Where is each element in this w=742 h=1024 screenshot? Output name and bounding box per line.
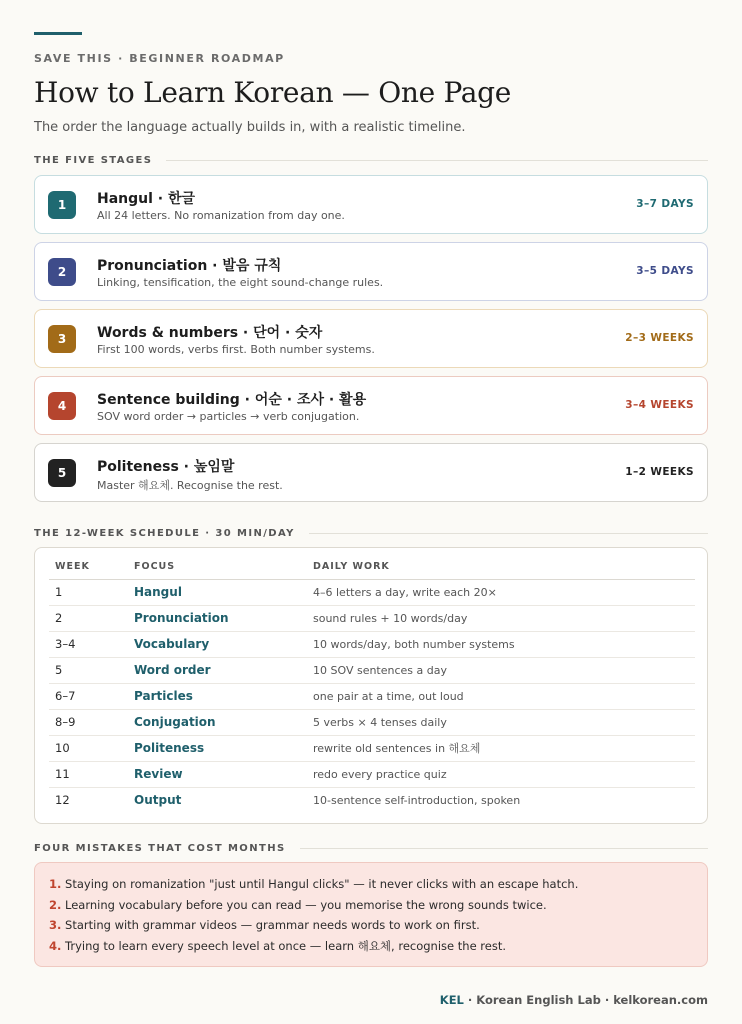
mistake-text: Learning vocabulary before you can read — you memorise the wrong sounds twice. bbox=[65, 897, 547, 912]
roadmap-page bbox=[34, 0, 708, 1024]
week-cell: 12 bbox=[55, 793, 70, 808]
mistake-text: Starting with grammar videos — grammar needs words to work on first. bbox=[65, 918, 480, 932]
mistakes-section-label bbox=[34, 841, 708, 855]
stage-number-badge: 5 bbox=[48, 459, 76, 487]
daily-work-cell: 4–6 letters a day, write each 20× bbox=[307, 579, 695, 605]
list-item bbox=[49, 876, 693, 897]
stage-card bbox=[34, 309, 708, 368]
mistake-number: 3. bbox=[49, 918, 62, 932]
stage-card bbox=[34, 175, 708, 234]
footer bbox=[440, 993, 708, 1007]
list-item bbox=[49, 917, 693, 938]
week-cell: 11 bbox=[49, 761, 128, 787]
stage-card bbox=[34, 376, 708, 435]
stage-name: Sentence building · 어순 · 조사 · 활용 bbox=[97, 392, 367, 408]
stage-description: SOV word order → particles → verb conjugation. bbox=[97, 410, 360, 423]
table-row bbox=[49, 579, 695, 605]
accent-rule bbox=[34, 32, 82, 35]
stages-list bbox=[34, 175, 708, 510]
focus-cell: Hangul bbox=[128, 579, 307, 605]
divider bbox=[309, 533, 708, 534]
week-cell: 5 bbox=[49, 657, 128, 683]
week-cell: 8–9 bbox=[49, 709, 128, 735]
daily-work-cell: 10 SOV sentences a day bbox=[307, 657, 695, 683]
focus-cell: Output bbox=[134, 793, 182, 808]
column-header-focus: FOCUS bbox=[128, 555, 307, 579]
footer-brand: KEL bbox=[439, 993, 464, 1007]
column-header-week: WEEK bbox=[49, 555, 128, 579]
stage-description: Linking, tensification, the eight sound-change rules. bbox=[97, 276, 384, 289]
focus-cell: Particles bbox=[128, 683, 307, 709]
stage-description: All 24 letters. No romanization from day one. bbox=[97, 209, 345, 222]
daily-work-cell: redo every practice quiz bbox=[307, 761, 695, 787]
week-cell: 3–4 bbox=[49, 631, 128, 657]
page-subtitle: The order the language actually builds in, with a realistic timeline. bbox=[34, 120, 466, 135]
page-title: How to Learn Korean — One Page bbox=[34, 76, 512, 109]
week-cell: 10 bbox=[49, 735, 128, 761]
focus-cell: Politeness bbox=[128, 735, 307, 761]
stage-number-badge: 2 bbox=[48, 258, 76, 286]
stage-duration: 3–4 WEEKS bbox=[625, 399, 694, 411]
table-header-row bbox=[49, 555, 695, 579]
stage-number-badge: 1 bbox=[48, 191, 76, 219]
table-row bbox=[49, 787, 695, 813]
stage-name: Pronunciation · 발음 규칙 bbox=[97, 258, 282, 274]
stage-card bbox=[34, 443, 708, 502]
mistake-text: Staying on romanization "just until Hangul clicks" — it never clicks with an escape hatch. bbox=[65, 877, 579, 891]
divider bbox=[300, 848, 708, 849]
eyebrow: SAVE THIS · BEGINNER ROADMAP bbox=[34, 52, 285, 65]
mistake-text: Trying to learn every speech level at once — learn 해요체, recognise the rest. bbox=[65, 938, 507, 953]
stages-section-label-text: THE FIVE STAGES bbox=[34, 154, 153, 166]
mistake-number: 4. bbox=[49, 938, 62, 953]
table-row bbox=[49, 605, 695, 631]
week-cell: 6–7 bbox=[49, 683, 128, 709]
stage-name: Politeness · 높임말 bbox=[97, 459, 235, 475]
schedule-section-label bbox=[34, 526, 708, 540]
daily-work-cell: 5 verbs × 4 tenses daily bbox=[307, 709, 695, 735]
column-header-daily-work: DAILY WORK bbox=[307, 555, 695, 579]
stage-name: Hangul · 한글 bbox=[97, 191, 196, 207]
mistake-number: 1. bbox=[49, 877, 62, 891]
list-item bbox=[49, 938, 693, 959]
divider bbox=[166, 160, 708, 161]
daily-work-cell: 10-sentence self-introduction, spoken bbox=[313, 793, 521, 807]
table-row bbox=[49, 657, 695, 683]
footer-text: · Korean English Lab · kelkorean.com bbox=[463, 993, 708, 1007]
daily-work-cell: rewrite old sentences in 해요체 bbox=[307, 735, 695, 761]
list-item bbox=[49, 897, 693, 918]
stage-duration: 2–3 WEEKS bbox=[625, 332, 694, 344]
focus-cell: Conjugation bbox=[128, 709, 307, 735]
stage-card bbox=[34, 242, 708, 301]
focus-cell: Vocabulary bbox=[128, 631, 307, 657]
table-row bbox=[49, 709, 695, 735]
stage-description: Master 해요체. Recognise the rest. bbox=[97, 479, 283, 492]
mistakes-box bbox=[34, 862, 708, 967]
daily-work-cell: sound rules + 10 words/day bbox=[307, 605, 695, 631]
mistakes-section-label-text: FOUR MISTAKES THAT COST MONTHS bbox=[34, 842, 286, 854]
focus-cell: Word order bbox=[128, 657, 307, 683]
stage-duration: 1–2 WEEKS bbox=[625, 466, 694, 478]
table-row bbox=[49, 735, 695, 761]
focus-cell: Review bbox=[128, 761, 307, 787]
schedule-table bbox=[49, 555, 695, 813]
stages-section-label bbox=[34, 153, 708, 167]
schedule-section-label-text: THE 12-WEEK SCHEDULE · 30 MIN/DAY bbox=[34, 527, 295, 539]
schedule-table-card bbox=[34, 547, 708, 824]
focus-cell: Pronunciation bbox=[128, 605, 307, 631]
table-row bbox=[49, 761, 695, 787]
daily-work-cell: one pair at a time, out loud bbox=[307, 683, 695, 709]
week-cell: 1 bbox=[49, 579, 128, 605]
stage-number-badge: 4 bbox=[48, 392, 76, 420]
stage-number-badge: 3 bbox=[48, 325, 76, 353]
table-row bbox=[49, 683, 695, 709]
stage-description: First 100 words, verbs first. Both number systems. bbox=[97, 343, 375, 356]
stage-duration: 3–7 DAYS bbox=[636, 198, 694, 210]
mistake-number: 2. bbox=[49, 897, 62, 912]
stage-duration: 3–5 DAYS bbox=[636, 265, 694, 277]
stage-name: Words & numbers · 단어 · 숫자 bbox=[97, 325, 323, 341]
week-cell: 2 bbox=[49, 605, 128, 631]
daily-work-cell: 10 words/day, both number systems bbox=[307, 631, 695, 657]
table-row bbox=[49, 631, 695, 657]
